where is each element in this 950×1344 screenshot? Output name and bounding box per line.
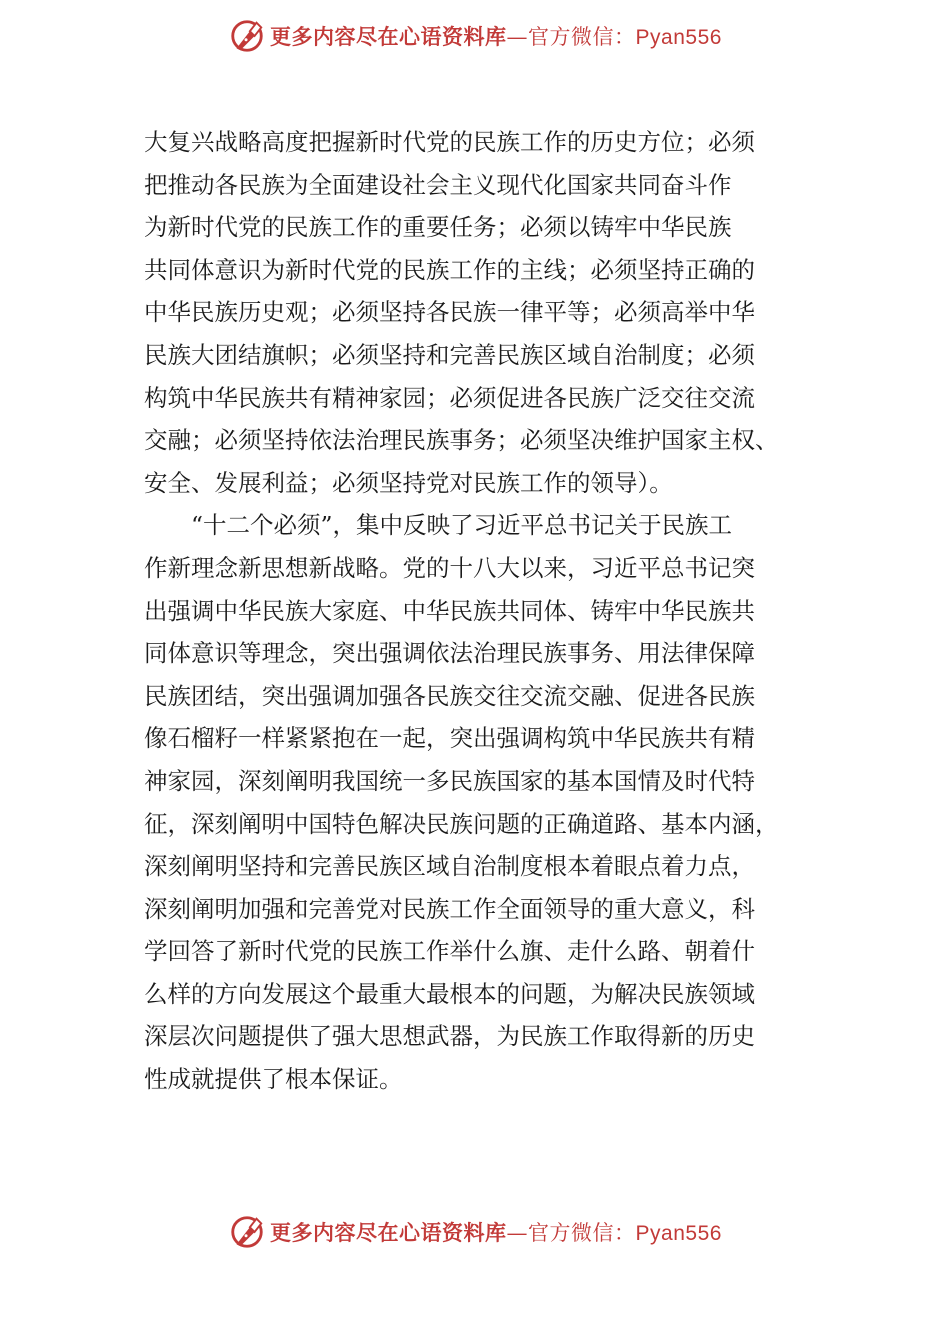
body-line: 作新理念新思想新战略。党的十八大以来，习近平总书记突 xyxy=(144,553,755,582)
body-line: 交融；必须坚持依法治理民族事务；必须坚决维护国家主权、 xyxy=(144,426,779,455)
header-site-name: 更多内容尽在心语资料库 xyxy=(270,24,507,49)
body-line: 征，深刻阐明中国特色解决民族问题的正确道路、基本内涵， xyxy=(144,809,779,838)
body-line: 神家园，深刻阐明我国统一多民族国家的基本国情及时代特 xyxy=(144,766,755,795)
body-line: “十二个必须”，集中反映了习近平总书记关于民族工 xyxy=(144,511,733,540)
body-line: 深刻阐明坚持和完善民族区域自治制度根本着眼点着力点， xyxy=(144,852,755,881)
body-line: 出强调中华民族大家庭、中华民族共同体、铸牢中华民族共 xyxy=(144,596,755,625)
header-wechat-id: Pyan556 xyxy=(635,26,722,49)
body-line: 同体意识等理念，突出强调依法治理民族事务、用法律保障 xyxy=(144,639,755,668)
footer-wechat-id: Pyan556 xyxy=(635,1222,722,1245)
body-line: 学回答了新时代党的民族工作举什么旗、走什么路、朝着什 xyxy=(144,937,755,966)
pen-logo-icon xyxy=(228,1213,266,1251)
header-banner xyxy=(0,14,950,58)
body-line: 大复兴战略高度把握新时代党的民族工作的历史方位；必须 xyxy=(144,128,755,156)
body-line: 共同体意识为新时代党的民族工作的主线；必须坚持正确的 xyxy=(144,255,755,284)
body-line: 为新时代党的民族工作的重要任务；必须以铸牢中华民族 xyxy=(144,213,732,242)
body-line: 深刻阐明加强和完善党对民族工作全面领导的重大意义，科 xyxy=(144,894,755,923)
footer-wechat-label: —官方微信： xyxy=(506,1221,636,1245)
body-line: 把推动各民族为全面建设社会主义现代化国家共同奋斗作 xyxy=(144,170,732,199)
header-wechat-label: —官方微信： xyxy=(506,25,636,49)
body-line: 像石榴籽一样紧紧抱在一起，突出强调构筑中华民族共有精 xyxy=(144,724,755,753)
document-body xyxy=(144,121,824,1101)
body-line: 么样的方向发展这个最重大最根本的问题，为解决民族领域 xyxy=(144,979,755,1008)
body-line: 安全、发展利益；必须坚持党对民族工作的领导）。 xyxy=(144,468,673,497)
footer-site-name: 更多内容尽在心语资料库 xyxy=(270,1220,507,1245)
footer-banner xyxy=(0,1210,950,1254)
body-line: 民族大团结旗帜；必须坚持和完善民族区域自治制度；必须 xyxy=(144,340,755,369)
pen-logo-icon xyxy=(228,17,266,55)
body-line: 中华民族历史观；必须坚持各民族一律平等；必须高举中华 xyxy=(144,298,755,327)
body-line: 构筑中华民族共有精神家园；必须促进各民族广泛交往交流 xyxy=(144,383,755,412)
body-line: 民族团结，突出强调加强各民族交往交流交融、促进各民族 xyxy=(144,681,755,710)
body-line: 深层次问题提供了强大思想武器，为民族工作取得新的历史 xyxy=(144,1022,755,1051)
body-line: 性成就提供了根本保证。 xyxy=(144,1065,403,1094)
